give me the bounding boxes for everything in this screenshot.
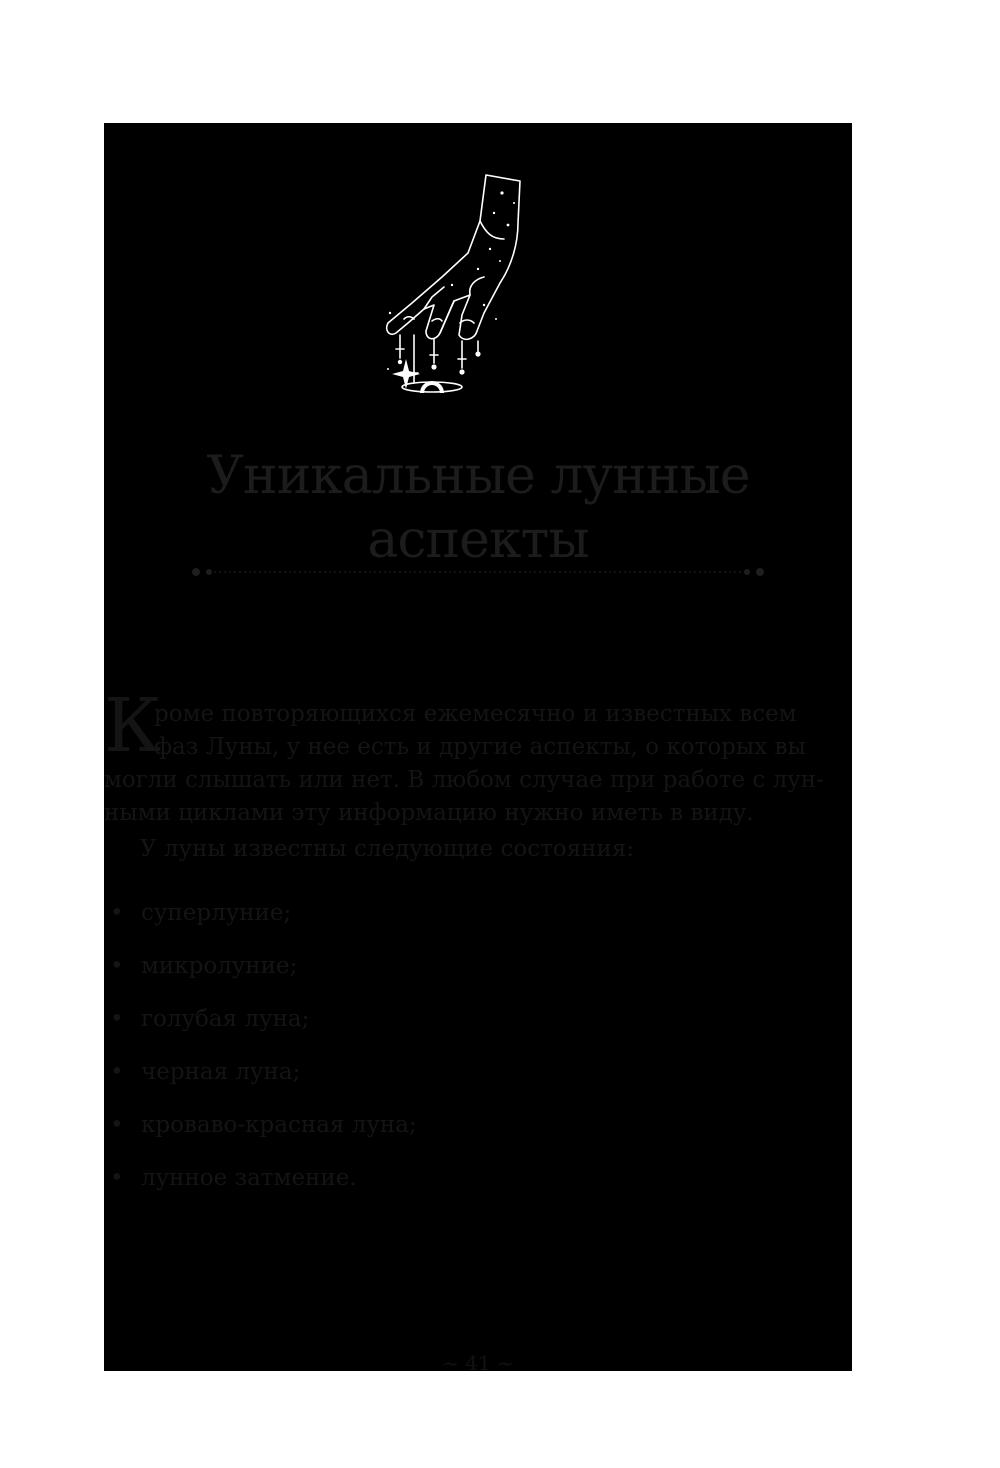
paragraph-line-3: могли слышать или нет. В любом случае при работе с лун-	[104, 767, 824, 793]
hand-with-hanging-stars-and-crescent-moon-icon	[384, 173, 564, 403]
bullet-icon: •	[110, 1165, 124, 1191]
paragraph-line-5: У луны известны следующие состояния:	[140, 836, 635, 862]
page-title	[104, 444, 852, 572]
paragraph-line-1: роме повторяющихся ежемесячно и известных всем	[154, 701, 797, 727]
ornamental-dotted-divider-icon	[192, 565, 764, 579]
title-line-1: Уникальные лунные	[206, 445, 750, 506]
page-number: ~ 41 ~	[442, 1351, 514, 1371]
bullet-icon: •	[110, 1059, 124, 1085]
title-line-2: аспекты	[367, 509, 589, 570]
list-item-text: микролуние;	[141, 953, 298, 979]
list-item-text: суперлуние;	[141, 900, 292, 926]
bullet-icon: •	[110, 953, 124, 979]
list-item-text: черная луна;	[141, 1059, 301, 1085]
list-item-text: лунное затмение.	[141, 1165, 357, 1191]
drop-cap-letter: К	[104, 683, 162, 769]
bullet-icon: •	[110, 1006, 124, 1032]
bullet-icon: •	[110, 900, 124, 926]
list-item-text: кроваво-красная луна;	[141, 1112, 417, 1138]
paragraph-line-4: ными циклами эту информацию нужно иметь в виду.	[104, 800, 754, 826]
list-item-text: голубая луна;	[141, 1006, 310, 1032]
bullet-icon: •	[110, 1112, 124, 1138]
paragraph-line-2: фаз Луны, у нее есть и другие аспекты, о которых вы	[154, 734, 806, 760]
book-page	[104, 123, 852, 1371]
